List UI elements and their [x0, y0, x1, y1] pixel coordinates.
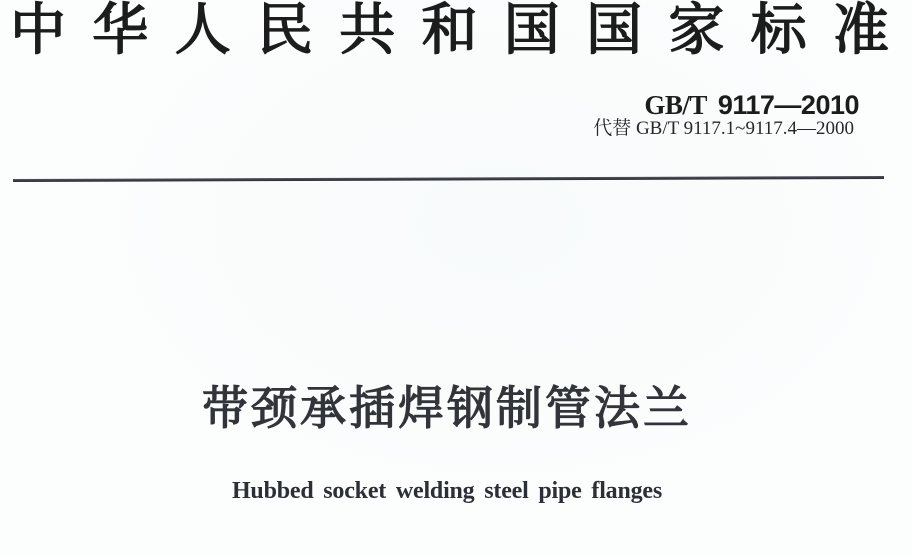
- standard-title-chinese: 带颈承插焊钢制管法兰: [202, 381, 692, 435]
- standard-designation-prefix: GB/T: [644, 90, 707, 120]
- standard-designation: [644, 91, 859, 119]
- standard-designation-number: 9117—2010: [717, 90, 859, 120]
- standard-title-english: Hubbed socket welding steel pipe flanges: [231, 478, 663, 504]
- header-divider-rule: [13, 176, 884, 182]
- supersedes-note: 代替 GB/T 9117.1~9117.4—2000: [593, 118, 854, 139]
- national-standard-heading: 中 华 人 民 共 和 国 国 家 标 准: [10, 0, 889, 62]
